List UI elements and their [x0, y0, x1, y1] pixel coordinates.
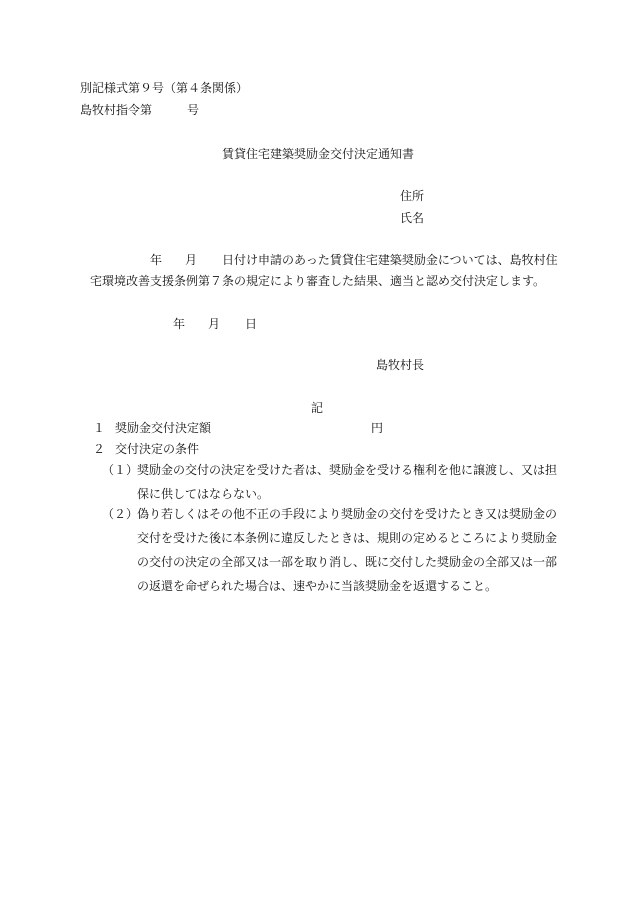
- item-2-label: 交付決定の条件: [115, 442, 200, 456]
- item-2-number: ２: [93, 442, 106, 456]
- address-label: 住所: [400, 189, 425, 203]
- issue-date-day: 日: [245, 317, 258, 331]
- issue-date-month: 月: [208, 317, 221, 331]
- body-date-year: 年: [150, 253, 163, 267]
- body-date-month: 月: [185, 253, 198, 267]
- document-title: 賃貸住宅建築奨励金交付決定通知書: [222, 147, 415, 161]
- issuer-name: 島牧村長: [376, 358, 425, 372]
- condition-2-number: （２）: [102, 507, 139, 521]
- name-label: 氏名: [400, 211, 425, 225]
- designation-suffix: 号: [187, 103, 200, 117]
- body-line-2: 宅環境改善支援条例第７条の規定により審査した結果、適当と認め交付決定します。: [90, 274, 546, 288]
- condition-2-text: 偽り若しくはその他不正の手段により奨励金の交付を受けたとき又は奨励金の交付を受けた後に本条例に違反したときは、規則の定めるところにより奨励金の交付の決定の全部又は一部を取り消し、既に交付した奨励金の全部又は一部の返還を命ぜられた場合は、速やかに当該奨励金を返還すること。: [137, 507, 558, 593]
- item-1-unit: 円: [371, 421, 384, 435]
- issue-date-year: 年: [173, 317, 186, 331]
- item-1-number: １: [93, 421, 106, 435]
- condition-1-number: （１）: [102, 463, 139, 477]
- form-label: 別記様式第９号（第４条関係）: [80, 81, 249, 95]
- condition-1-text: 奨励金の交付の決定を受けた者は、奨励金を受ける権利を他に譲渡し、又は担保に供してはならない。: [137, 463, 558, 501]
- body-line-1: 日付け申請のあった賃貸住宅建築奨励金については、島牧村住: [222, 253, 558, 267]
- designation-prefix: 島牧村指令第: [80, 103, 153, 117]
- ki-heading: 記: [311, 401, 324, 415]
- item-1-label: 奨励金交付決定額: [115, 421, 212, 435]
